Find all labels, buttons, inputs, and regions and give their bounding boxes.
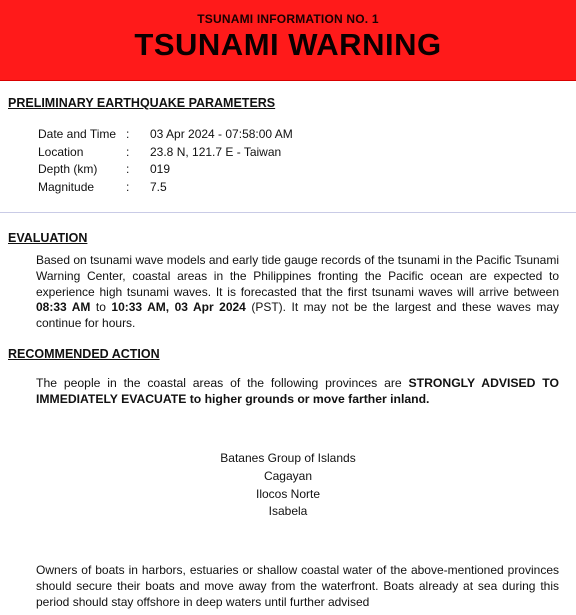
evaluation-text-part: Based on tsunami wave models and early tide gauge records of the tsunami in the Pacific Tsunami Warning Center, coastal areas in the Philippines fronting the Pacific ocean are expected to experience high tsunami waves. It is forecasted that the first tsunami waves will arrive between [36,253,559,299]
evaluation-text-part: (PST). It may not be the largest and these waves may continue for hours. [36,300,559,331]
param-separator: : [126,179,130,194]
param-value: 7.5 [150,179,167,194]
evaluation-text [36,253,559,332]
action-text-part: to higher grounds or move farther inland. [186,391,430,406]
param-separator: : [126,127,130,141]
param-separator: : [126,144,130,159]
recommended-action-heading: RECOMMENDED ACTION [8,347,160,361]
evaluation-text-part: to [90,300,112,315]
param-row-location [38,145,293,163]
province-item: Ilocos Norte [255,486,321,501]
param-value: 019 [150,162,171,176]
section-divider [0,212,576,213]
arrival-start-time: 08:33 AM [36,300,91,315]
param-value: 23.8 N, 121.7 E - Taiwan [150,144,282,159]
param-row-depth [38,162,293,180]
action-text-part: The people in the coastal areas of the following provinces are [36,376,409,390]
province-item: Isabela [268,504,308,519]
arrival-end-time: 10:33 AM, 03 Apr 2024 [111,300,246,315]
param-label: Location [38,144,84,159]
boat-owners-advisory: Owners of boats in harbors, estuaries or shallow coastal water of the above-mentioned provinces should secure their boats and move away from the waterfront. Boats already at sea during this period should stay offshore in deep waters until further advised [36,563,559,609]
param-label: Date and Time [38,127,117,141]
param-label: Depth (km) [38,162,98,176]
bulletin-title: TSUNAMI WARNING [134,27,442,62]
recommended-action-text [36,376,559,408]
param-row-magnitude [38,180,293,198]
earthquake-parameters-heading: PRELIMINARY EARTHQUAKE PARAMETERS [8,96,276,110]
evaluation-heading: EVALUATION [8,231,88,245]
province-item: Batanes Group of Islands [220,451,356,465]
evacuation-advisory: STRONGLY ADVISED TO IMMEDIATELY EVACUATE [36,376,559,406]
param-separator: : [126,162,130,176]
param-value: 03 Apr 2024 - 07:58:00 AM [150,127,293,141]
province-item: Cagayan [263,468,313,483]
warning-banner [0,0,576,81]
param-row-datetime [38,127,293,145]
province-list [0,450,576,521]
earthquake-parameters-table [38,127,293,197]
bulletin-number: TSUNAMI INFORMATION NO. 1 [197,12,379,26]
param-label: Magnitude [38,179,95,194]
